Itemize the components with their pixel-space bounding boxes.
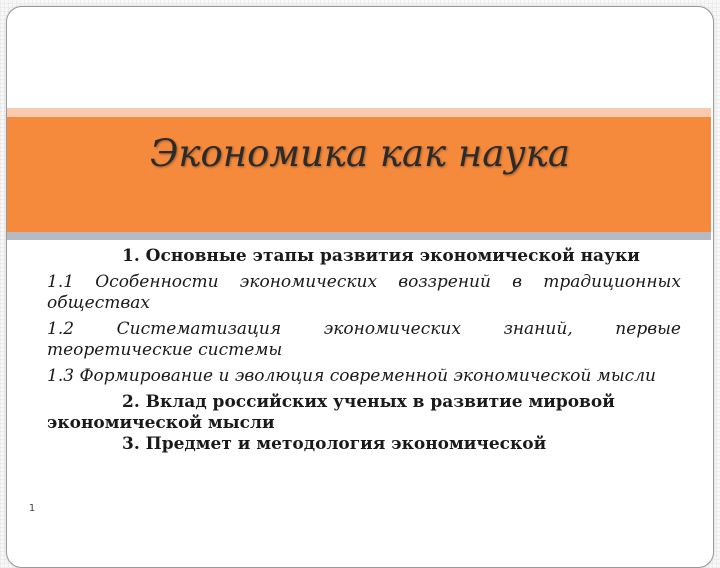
- slide-number: 1: [28, 503, 36, 514]
- section-1-heading: 1. Основные этапы развития экономической науки: [122, 246, 640, 266]
- subsection-1-1: 1.1 Особенности экономических воззрений в традиционных обществах: [47, 272, 681, 313]
- subsection-1-2: 1.2 Систематизация экономических знаний, первые теоретические системы: [47, 319, 681, 360]
- slide-content: [47, 246, 681, 540]
- title-accent-stripe-bottom: [7, 232, 711, 240]
- section-3-heading: 3. Предмет и методология экономической: [122, 434, 547, 454]
- slide-title: Экономика как наука: [150, 132, 570, 175]
- title-accent-stripe-top: [7, 108, 711, 117]
- section-2-heading: 2. Вклад российских ученых в развитие мировой экономической мысли: [47, 392, 615, 433]
- subsection-1-3: 1.3 Формирование и эволюция современной экономической мысли: [47, 366, 656, 386]
